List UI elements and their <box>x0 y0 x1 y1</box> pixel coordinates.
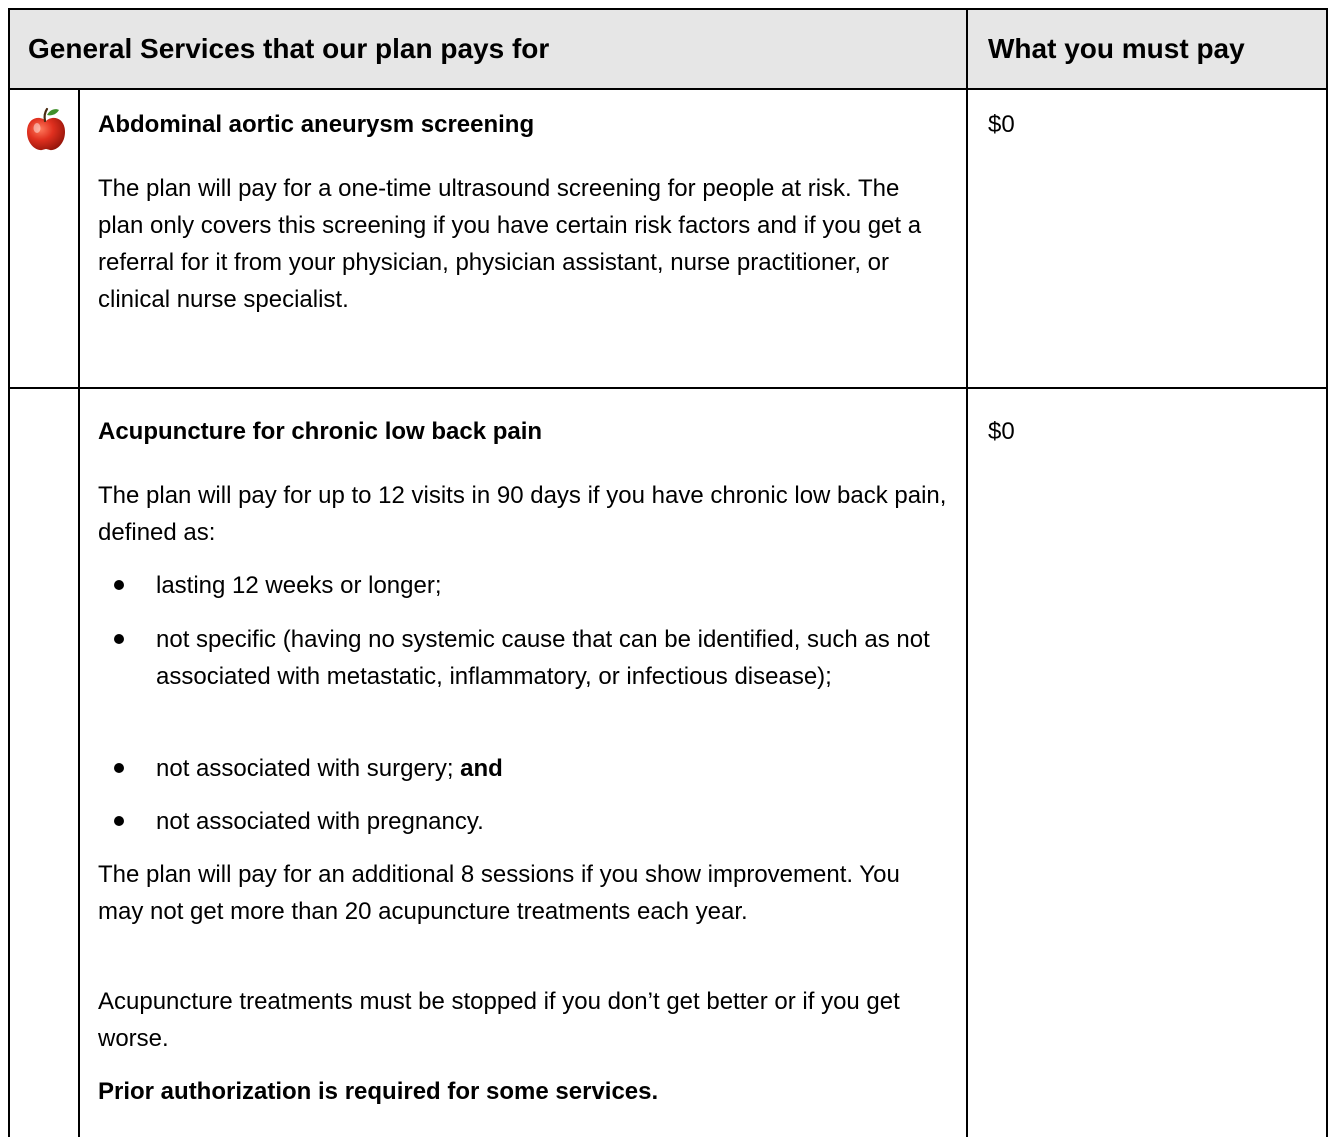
bullet-marker <box>114 763 124 773</box>
acupuncture-stop-condition: Acupuncture treatments must be stopped if you don’t get better or if you get worse. <box>98 988 900 1052</box>
prior-authorization-note: Prior authorization is required for some services. <box>98 1078 659 1105</box>
criteria-item <box>156 750 936 787</box>
row-title-acupuncture: Acupuncture for chronic low back pain <box>98 418 543 445</box>
pay-column-header: What you must pay <box>988 33 1245 64</box>
acupuncture-intro: The plan will pay for up to 12 visits in 90 days if you have chronic low back pain, defined as: <box>98 482 947 546</box>
services-column-header: General Services that our plan pays for <box>28 33 550 64</box>
row-divider <box>8 387 1328 389</box>
cost-aneurysm-screening: $0 <box>988 111 1015 138</box>
table-top-border <box>8 8 1328 10</box>
bullet-marker <box>114 816 124 826</box>
row-description-aneurysm-screening: The plan will pay for a one-time ultrasound screening for people at risk. The plan only covers this screening if you have certain risk factors and if you get a referral for it from your physician, physician assistant, nurse practitioner, or clinical nurse specialist. <box>98 175 922 313</box>
bullet-marker <box>114 634 124 644</box>
pay-column-border <box>966 8 968 1137</box>
bullet-marker <box>114 580 124 590</box>
criteria-item: not associated with pregnancy. <box>156 808 484 835</box>
cost-acupuncture: $0 <box>988 418 1015 445</box>
row-title-aneurysm-screening: Abdominal aortic aneurysm screening <box>98 111 535 138</box>
header-bottom-border <box>8 88 1328 90</box>
table-right-border <box>1326 8 1328 1137</box>
icon-column-border <box>78 89 80 1137</box>
criteria-item: lasting 12 weeks or longer; <box>156 572 442 599</box>
criteria-item-text: not associated with surgery; <box>156 755 454 782</box>
table-left-border <box>8 8 10 1137</box>
acupuncture-additional-sessions: The plan will pay for an additional 8 sessions if you show improvement. You may not get more than 20 acupuncture treatments each year. <box>98 861 900 925</box>
criteria-emphasis: and <box>460 755 503 782</box>
criteria-item: not specific (having no systemic cause that can be identified, such as not associated with metastatic, inflammatory, or infectious disease); <box>156 626 930 690</box>
apple-icon <box>23 106 69 152</box>
